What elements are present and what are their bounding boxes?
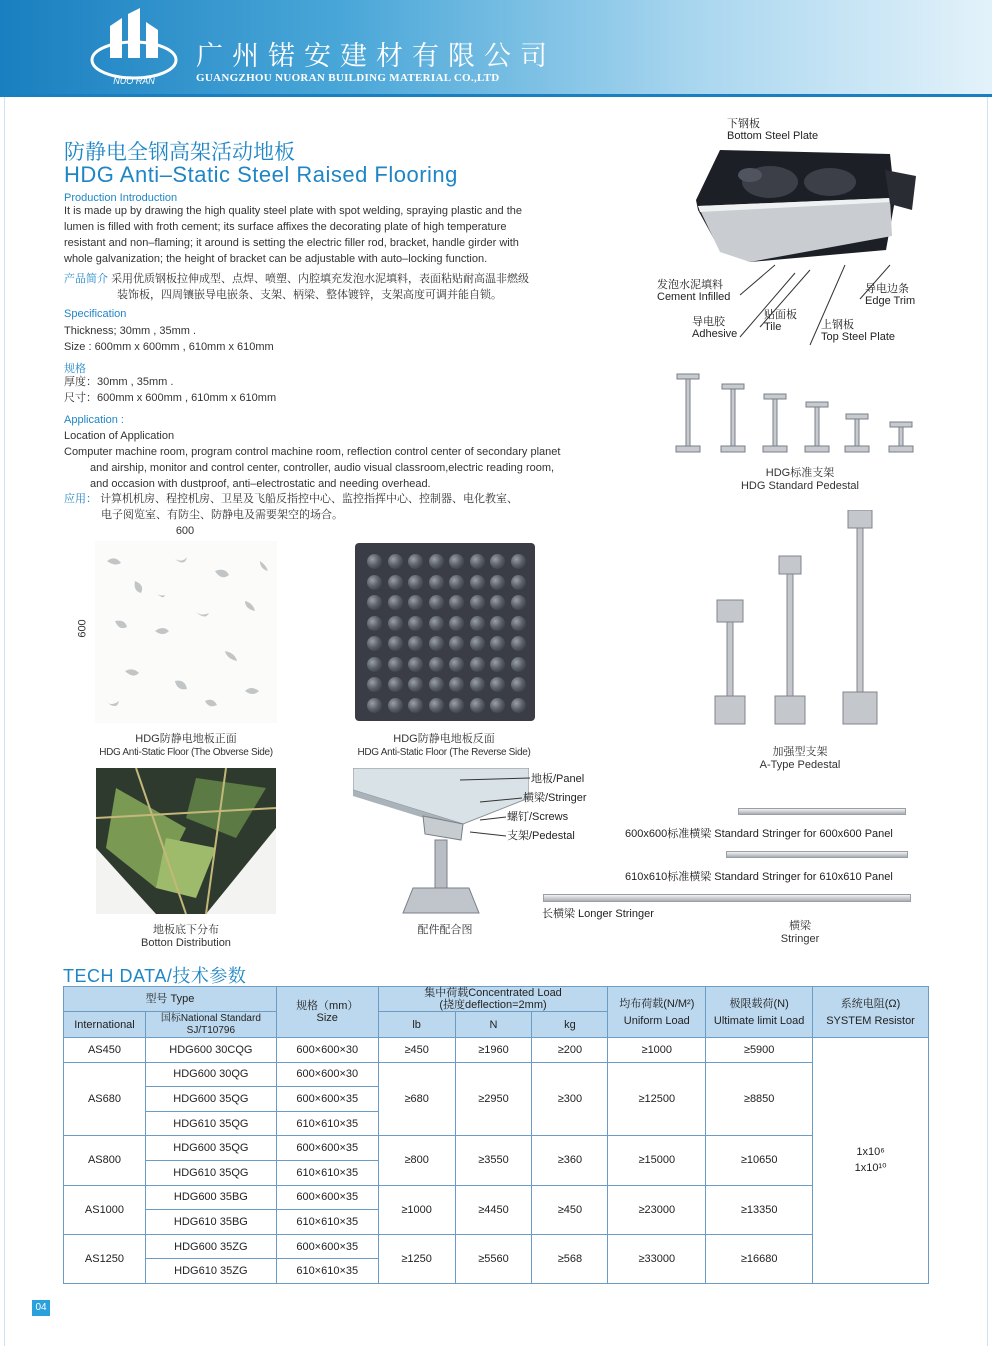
cell-national: HDG600 35BG — [145, 1185, 276, 1210]
cell-international: AS1250 — [64, 1234, 146, 1283]
panel-dome — [490, 575, 505, 590]
panel-dome — [511, 677, 526, 692]
panel-dome — [408, 657, 423, 672]
speckle-pattern — [95, 541, 277, 723]
panel-dome — [429, 575, 444, 590]
panel-dome — [511, 657, 526, 672]
pedestal-caption-en: HDG Standard Pedestal — [740, 480, 859, 492]
header-concentrated — [378, 987, 608, 1012]
cell-national: HDG600 35QG — [145, 1087, 276, 1112]
floor-obverse-image — [95, 541, 277, 723]
header-n: N — [455, 1012, 532, 1038]
tech-data-title: TECH DATA/技术参数 — [63, 966, 247, 986]
cell-ultimate: ≥5900 — [706, 1038, 813, 1063]
cell-size: 610×610×35 — [276, 1210, 378, 1235]
label-cement-en: Cement Infilled — [657, 291, 731, 303]
panel-dome — [470, 575, 485, 590]
intro-line: resistant and non–flaming; it around is setting the electric filler rod, bracket, handle girder with — [64, 237, 519, 249]
panel-dome — [449, 657, 464, 672]
table-row — [64, 1136, 929, 1161]
panel-dome — [367, 698, 382, 713]
intro-line: It is made up by drawing the high quality steel plate with spot welding, spraying plastic and the — [64, 205, 522, 217]
panel-dome — [408, 698, 423, 713]
cell-size: 610×610×35 — [276, 1111, 378, 1136]
company-name-cn: 广州锘安建材有限公司 — [196, 41, 556, 72]
panel-dome — [388, 698, 403, 713]
bottom-caption-cn: 地板底下分布 — [153, 924, 219, 936]
tech-data-table — [63, 986, 929, 1284]
atype-caption-en: A-Type Pedestal — [759, 759, 841, 771]
header-lb: lb — [378, 1012, 455, 1038]
header-uniform — [608, 987, 706, 1038]
cell-national: HDG610 35QG — [145, 1160, 276, 1185]
label-cement — [657, 279, 730, 303]
cell-size: 600×600×35 — [276, 1234, 378, 1259]
header-ultimate-en: Ultimate limit Load — [713, 1014, 805, 1027]
cell-national: HDG600 35ZG — [145, 1234, 276, 1259]
cell-lb: ≥450 — [378, 1038, 455, 1063]
panel-dome — [388, 575, 403, 590]
stringer-600-caption: 600x600标准横梁 Standard Stringer for 600x600 Panel — [625, 828, 893, 840]
panel-dome — [490, 616, 505, 631]
label-top-plate-cn: 上钢板 — [821, 319, 854, 331]
cell-uniform: ≥23000 — [608, 1185, 706, 1234]
atype-pedestal-image — [705, 510, 905, 730]
cell-international: AS450 — [64, 1038, 146, 1063]
panel-dome — [490, 595, 505, 610]
header-concentrated-en: (挠度deflection=2mm) — [439, 999, 547, 1011]
table-row — [64, 1185, 929, 1210]
intro-cn — [64, 271, 624, 303]
atype-caption — [720, 746, 880, 772]
panel-dome — [449, 616, 464, 631]
product-title-en: HDG Anti–Static Steel Raised Flooring — [64, 162, 458, 187]
label-bottom-plate-cn: 下钢板 — [727, 118, 760, 130]
panel-dome — [367, 554, 382, 569]
cell-international: AS800 — [64, 1136, 146, 1185]
panel-dome — [490, 698, 505, 713]
floor-reverse-image — [355, 543, 535, 721]
resistance-value: 1x10¹⁰ — [854, 1162, 887, 1175]
header-national: 国标National Standard SJ/T10796 — [145, 1012, 276, 1038]
header-size-en: Size — [316, 1012, 338, 1024]
obverse-caption-cn: HDG防静电地板正面 — [135, 733, 237, 745]
reverse-caption-cn: HDG防静电地板反面 — [393, 733, 495, 745]
cell-uniform: ≥33000 — [608, 1234, 706, 1283]
cell-uniform: ≥1000 — [608, 1038, 706, 1063]
panel-dome — [367, 657, 382, 672]
panel-dome — [388, 677, 403, 692]
panel-dome — [388, 554, 403, 569]
header-size — [276, 987, 378, 1038]
company-logo — [88, 8, 180, 88]
panel-dome — [511, 698, 526, 713]
label-adhesive-en: Adhesive — [692, 328, 738, 340]
panel-dome — [511, 616, 526, 631]
longer-stringer-caption: 长横梁 Longer Stringer — [542, 908, 654, 920]
label-edge-trim — [865, 283, 915, 307]
panel-dome — [367, 677, 382, 692]
longer-stringer-bar — [543, 894, 911, 902]
cell-kg: ≥200 — [532, 1038, 608, 1063]
panel-dome — [367, 575, 382, 590]
panel-dome — [470, 595, 485, 610]
header-kg: kg — [532, 1012, 608, 1038]
panel-dome — [408, 575, 423, 590]
panel-dome — [470, 616, 485, 631]
bottom-caption-en: Botton Distribution — [141, 937, 231, 949]
header-uniform-cn: 均布荷载(N/M²) — [619, 997, 695, 1010]
page-number: 04 — [32, 1300, 50, 1316]
label-tile — [764, 309, 797, 333]
obverse-caption — [95, 733, 277, 759]
label-adhesive — [692, 316, 737, 340]
intro-line: whole galvanization; the height of bracket can be adjustable with auto–locking function. — [64, 253, 488, 265]
cell-national: HDG610 35BG — [145, 1210, 276, 1235]
app-cn — [64, 491, 624, 523]
cell-lb: ≥1000 — [378, 1185, 455, 1234]
header-system — [813, 987, 929, 1038]
intro-cn-label: 产品简介 — [64, 273, 108, 285]
atype-caption-cn: 加强型支架 — [772, 746, 828, 758]
intro-cn-line: 装饰板，四周镶嵌导电嵌条、支架、柄梁、整体镀锌，支架高度可调并能自锁。 — [117, 289, 502, 301]
label-adhesive-cn: 导电胶 — [692, 316, 725, 328]
panel-dome — [449, 698, 464, 713]
panel-dome — [490, 657, 505, 672]
stringer-610-caption: 610x610标准横梁 Standard Stringer for 610x610 Panel — [625, 871, 893, 883]
cell-ultimate: ≥10650 — [706, 1136, 813, 1185]
app-location: Location of Application — [64, 430, 175, 442]
cell-lb: ≥680 — [378, 1062, 455, 1136]
panel-dome — [388, 657, 403, 672]
stringer-600-bar — [738, 808, 906, 815]
header-system-cn: 系统电阻(Ω) — [840, 997, 901, 1010]
app-heading: Application : — [64, 414, 124, 426]
cell-uniform: ≥15000 — [608, 1136, 706, 1185]
panel-dome — [429, 616, 444, 631]
reverse-caption-en: HDG Anti-Static Floor (The Reverse Side) — [357, 747, 531, 758]
cell-ultimate: ≥16680 — [706, 1234, 813, 1283]
app-line: Computer machine room, program control machine room, reflection control center of secondary planet — [64, 446, 561, 458]
panel-dome — [449, 636, 464, 651]
intro-cn-line: 采用优质钢板拉伸成型、点焊、喷塑、内腔填充发泡水泥填料，表面粘贴耐高温非燃级 — [111, 273, 530, 285]
panel-dome — [511, 554, 526, 569]
panel-dome — [470, 677, 485, 692]
panel-dome — [470, 698, 485, 713]
cell-n: ≥5560 — [455, 1234, 532, 1283]
standard-pedestal-image — [672, 370, 928, 458]
cell-uniform: ≥12500 — [608, 1062, 706, 1136]
spec-size: Size : 600mm x 600mm , 610mm x 610mm — [64, 341, 274, 353]
panel-dome — [470, 554, 485, 569]
label-tile-en: Tile — [764, 321, 782, 333]
label-top-plate — [821, 319, 895, 343]
resistance-value: 1x10⁶ — [856, 1146, 885, 1159]
panel-dome — [511, 595, 526, 610]
table-row — [64, 1062, 929, 1087]
right-frame-line — [987, 97, 988, 1346]
dim-side: 600 — [76, 619, 89, 638]
stringer-610-bar — [726, 851, 908, 858]
cell-ultimate: ≥8850 — [706, 1062, 813, 1136]
cell-size: 600×600×35 — [276, 1087, 378, 1112]
stringer-caption-en: Stringer — [780, 933, 820, 945]
label-edge-trim-cn: 导电边条 — [865, 283, 909, 295]
pedestal-caption-cn: HDG标准支架 — [765, 467, 835, 479]
product-title-cn: 防静电全钢高架活动地板 — [64, 141, 295, 164]
header-divider — [0, 94, 992, 97]
spec-cn-thickness: 厚度：30mm , 35mm . — [64, 376, 174, 388]
assembly-label-screws: 螺钉/Screws — [507, 811, 569, 823]
panel-dome — [408, 616, 423, 631]
intro-text — [64, 203, 604, 267]
panel-dome — [388, 636, 403, 651]
panel-dome — [449, 677, 464, 692]
panel-dome — [429, 698, 444, 713]
header-ultimate-cn: 极限载荷(N) — [729, 997, 789, 1010]
cell-size: 600×600×30 — [276, 1062, 378, 1087]
panel-dome — [367, 595, 382, 610]
label-edge-trim-en: Edge Trim — [865, 295, 916, 307]
header-concentrated-cn: 集中荷载Concentrated Load — [424, 987, 562, 999]
intro-heading: Production Introduction — [64, 192, 178, 204]
label-bottom-plate-en: Bottom Steel Plate — [727, 130, 819, 142]
bottom-caption — [96, 924, 276, 950]
assembly-label-stringer: 横梁/Stringer — [523, 792, 587, 804]
panel-dome — [408, 677, 423, 692]
table-row — [64, 1038, 929, 1063]
app-line: and airship, monitor and control center, controller, audio visual classroom,electric reading room, — [90, 462, 555, 474]
panel-dome — [490, 677, 505, 692]
panel-dome — [388, 595, 403, 610]
panel-dome — [408, 636, 423, 651]
cell-kg: ≥360 — [532, 1136, 608, 1185]
panel-dome — [429, 677, 444, 692]
header-size-cn: 规格（mm） — [296, 1000, 359, 1012]
panel-dome — [511, 636, 526, 651]
panel-dome — [367, 616, 382, 631]
cell-size: 610×610×35 — [276, 1259, 378, 1284]
panel-dome — [449, 554, 464, 569]
intro-line: lumen is filled with froth cement; its surface affixes the decorating plate of high temperature — [64, 221, 507, 233]
header-uniform-en: Uniform Load — [623, 1014, 690, 1027]
underfloor-image — [96, 768, 276, 914]
obverse-caption-en: HDG Anti-Static Floor (The Obverse Side) — [99, 747, 273, 758]
panel-dome — [408, 595, 423, 610]
panel-dome — [429, 595, 444, 610]
panel-dome — [429, 554, 444, 569]
spec-cn-heading: 规格 — [64, 363, 86, 375]
cell-kg: ≥450 — [532, 1185, 608, 1234]
spec-cn-size: 尺寸：600mm x 600mm , 610mm x 610mm — [64, 392, 277, 404]
app-text — [64, 444, 624, 492]
panel-dome — [490, 554, 505, 569]
cell-international: AS1000 — [64, 1185, 146, 1234]
header-system-en: SYSTEM Resistor — [826, 1014, 915, 1027]
cell-n: ≥3550 — [455, 1136, 532, 1185]
left-frame-line — [4, 97, 5, 1346]
label-top-plate-en: Top Steel Plate — [821, 331, 895, 343]
panel-dome — [429, 657, 444, 672]
app-line: and occasion with dustproof, anti–electrostatic and needing overhead. — [90, 478, 431, 490]
cell-size: 600×600×35 — [276, 1185, 378, 1210]
cell-national: HDG610 35QG — [145, 1111, 276, 1136]
cell-kg: ≥568 — [532, 1234, 608, 1283]
dim-top: 600 — [175, 525, 195, 537]
label-tile-cn: 贴面板 — [764, 309, 797, 321]
panel-dome — [388, 616, 403, 631]
panel-dome — [408, 554, 423, 569]
company-name-en: GUANGZHOU NUORAN BUILDING MATERIAL CO.,LTD — [196, 72, 500, 84]
label-bottom-plate — [727, 118, 818, 142]
cell-n: ≥2950 — [455, 1062, 532, 1136]
reverse-caption — [350, 733, 538, 759]
panel-dome — [449, 595, 464, 610]
spec-heading: Specification — [64, 308, 127, 320]
panel-dome — [470, 657, 485, 672]
panel-dome — [449, 575, 464, 590]
app-cn-line: 电子阅览室、有防尘、防静电及需要架空的场合。 — [101, 509, 343, 521]
cell-size: 600×600×30 — [276, 1038, 378, 1063]
table-row — [64, 1234, 929, 1259]
assembly-caption: 配件配合图 — [417, 924, 473, 936]
panel-dome — [429, 636, 444, 651]
app-cn-label: 应用： — [64, 493, 97, 505]
cell-n: ≥1960 — [455, 1038, 532, 1063]
label-cement-cn: 发泡水泥填料 — [657, 279, 723, 291]
header-type: 型号 Type — [64, 987, 277, 1012]
header-ultimate — [706, 987, 813, 1038]
app-cn-line: 计算机机房、程控机房、卫星及飞船反指控中心、监控指挥中心、控制器、电化教室、 — [100, 493, 519, 505]
logo-text: NUO RAN — [113, 76, 155, 86]
panel-dome — [367, 636, 382, 651]
pedestal-caption — [720, 467, 880, 493]
cell-national: HDG600 30CQG — [145, 1038, 276, 1063]
cell-kg: ≥300 — [532, 1062, 608, 1136]
cell-size: 610×610×35 — [276, 1160, 378, 1185]
spec-thickness: Thickness; 30mm , 35mm . — [64, 325, 197, 337]
assembly-label-panel: 地板/Panel — [531, 773, 585, 785]
cell-system-resistor — [813, 1038, 929, 1284]
table-header-row — [64, 987, 929, 1012]
cell-lb: ≥800 — [378, 1136, 455, 1185]
cell-international: AS680 — [64, 1062, 146, 1136]
stringer-caption — [760, 920, 840, 946]
assembly-label-pedestal: 支架/Pedestal — [507, 830, 575, 842]
stringer-caption-cn: 横梁 — [789, 920, 811, 932]
cell-size: 600×600×35 — [276, 1136, 378, 1161]
cell-ultimate: ≥13350 — [706, 1185, 813, 1234]
cell-n: ≥4450 — [455, 1185, 532, 1234]
cell-lb: ≥1250 — [378, 1234, 455, 1283]
underfloor-drawing — [96, 768, 276, 914]
header-international: International — [64, 1012, 146, 1038]
cell-national: HDG600 30QG — [145, 1062, 276, 1087]
cell-national: HDG610 35ZG — [145, 1259, 276, 1284]
panel-dome — [511, 575, 526, 590]
cell-national: HDG600 35QG — [145, 1136, 276, 1161]
panel-dome — [490, 636, 505, 651]
panel-dome — [470, 636, 485, 651]
